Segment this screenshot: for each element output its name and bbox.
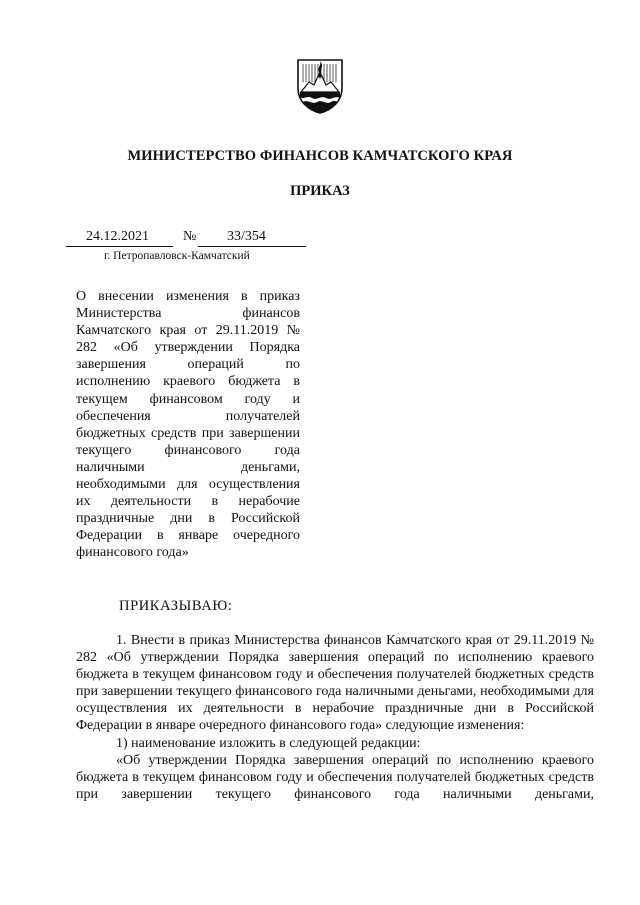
number-underline [198, 246, 306, 247]
number-sign: № [183, 229, 197, 244]
date-underline [66, 246, 173, 247]
body-paragraph: 1. Внести в приказ Министерства финансов Камчатского края от 29.11.2019 № 282 «Об утверждении Порядка завершения операций по исполнению краевого бюджета в текущем финансовом году и обеспечения получателей бюджетных средств при завершении текущего финансового года наличными деньгами, необходимыми для осуществления их деятельности в нерабочие праздничные дни в Российской Федерации в январе очередного финансового года» следующие изменения: [76, 633, 594, 734]
order-directive: ПРИКАЗЫВАЮ: [119, 598, 233, 614]
body-paragraph: «Об утверждении Порядка завершения операций по исполнению краевого бюджета в текущем финансовом году и обеспечения получателей бюджетных средств при завершении текущего финансового года наличными деньгами, [76, 752, 594, 802]
kamchatka-coat-of-arms-icon [295, 58, 345, 114]
order-date: 24.12.2021 [86, 229, 149, 244]
ministry-name: МИНИСТЕРСТВО ФИНАНСОВ КАМЧАТСКОГО КРАЯ [127, 148, 513, 164]
body-paragraph: 1) наименование изложить в следующей редакции: [116, 735, 421, 751]
document-type: ПРИКАЗ [290, 183, 350, 199]
issue-city: г. Петропавловск-Камчатский [104, 250, 250, 262]
order-body [76, 632, 594, 803]
order-subject: О внесении изменения в приказ Министерства финансов Камчатского края от 29.11.2019 № 282 «Об утверждении Порядка завершения операций по исполнению краевого бюджета в текущем финансовом году и обеспечения получателей бюджетных средств при завершении текущего финансового года наличными деньгами, необходимыми для осуществления их деятельности в нерабочие праздничные дни в Российской Федерации в январе очередного финансового года» [76, 289, 300, 561]
order-number: 33/354 [227, 229, 266, 244]
